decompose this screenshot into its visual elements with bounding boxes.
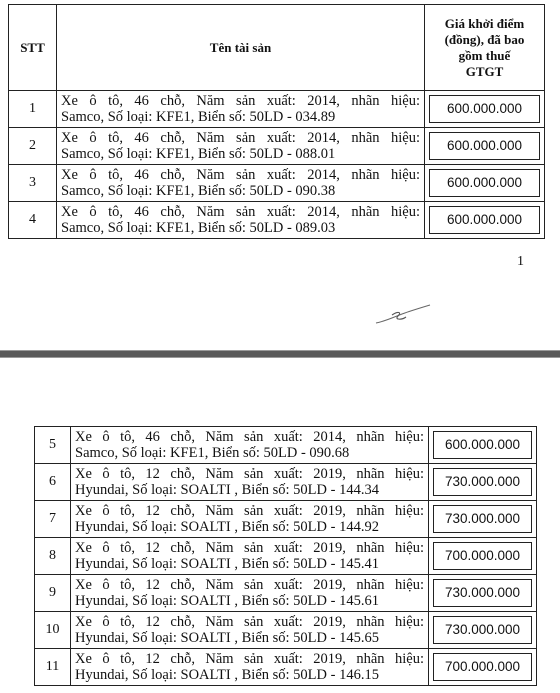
row-stt: 4: [9, 202, 57, 239]
header-starting-price: Giá khởi điểm (đồng), đã bao gồm thuế GTGT: [425, 5, 545, 91]
row-price-cell: [425, 202, 545, 239]
row-asset-name: Xe ô tô, 46 chỗ, Năm sản xuất: 2014, nhãn hiệu: Samco, Số loại: KFE1, Biển số: 50LD - 034.89: [57, 91, 425, 128]
row-asset-name: Xe ô tô, 46 chỗ, Năm sản xuất: 2014, nhãn hiệu: Samco, Số loại: KFE1, Biển số: 50LD - 090.68: [71, 427, 429, 464]
table-row: [35, 538, 537, 575]
row-stt: 3: [9, 165, 57, 202]
row-price: 600.000.000: [429, 95, 540, 123]
row-price: 700.000.000: [433, 542, 532, 570]
page-separator-edge-top: [0, 350, 560, 351]
row-price: 730.000.000: [433, 468, 532, 496]
row-price-cell: [425, 91, 545, 128]
row-price-cell: [429, 612, 537, 649]
row-asset-name: Xe ô tô, 46 chỗ, Năm sản xuất: 2014, nhãn hiệu: Samco, Số loại: KFE1, Biển số: 50LD - 090.38: [57, 165, 425, 202]
row-asset-name: Xe ô tô, 12 chỗ, Năm sản xuất: 2019, nhãn hiệu: Hyundai, Số loại: SOALTI , Biển số: 50LD - 145.41: [71, 538, 429, 575]
row-asset-name: Xe ô tô, 12 chỗ, Năm sản xuất: 2019, nhãn hiệu: Hyundai, Số loại: SOALTI , Biển số: 50LD - 146.15: [71, 649, 429, 686]
row-price: 730.000.000: [433, 579, 532, 607]
row-price: 600.000.000: [429, 206, 540, 234]
row-price-cell: [429, 575, 537, 612]
row-asset-name: Xe ô tô, 12 chỗ, Năm sản xuất: 2019, nhãn hiệu: Hyundai, Số loại: SOALTI , Biển số: 50LD - 144.92: [71, 501, 429, 538]
row-price-cell: [425, 128, 545, 165]
table-header-row: [9, 5, 545, 91]
row-price: 700.000.000: [433, 653, 532, 681]
page-separator: [0, 350, 560, 358]
row-stt: 11: [35, 649, 71, 686]
row-stt: 7: [35, 501, 71, 538]
row-asset-name: Xe ô tô, 46 chỗ, Năm sản xuất: 2014, nhãn hiệu: Samco, Số loại: KFE1, Biển số: 50LD - 088.01: [57, 128, 425, 165]
table-row: [35, 501, 537, 538]
row-asset-name: Xe ô tô, 12 chỗ, Năm sản xuất: 2019, nhãn hiệu: Hyundai, Số loại: SOALTI , Biển số: 50LD - 145.65: [71, 612, 429, 649]
row-price-cell: [429, 501, 537, 538]
table-row: [35, 464, 537, 501]
row-price: 730.000.000: [433, 505, 532, 533]
row-asset-name: Xe ô tô, 12 chỗ, Năm sản xuất: 2019, nhãn hiệu: Hyundai, Số loại: SOALTI , Biển số: 50LD - 145.61: [71, 575, 429, 612]
row-asset-name: Xe ô tô, 46 chỗ, Năm sản xuất: 2014, nhãn hiệu: Samco, Số loại: KFE1, Biển số: 50LD - 089.03: [57, 202, 425, 239]
row-price-cell: [429, 649, 537, 686]
table-row: [9, 202, 545, 239]
row-stt: 9: [35, 575, 71, 612]
table-row: [35, 575, 537, 612]
header-stt: STT: [9, 5, 57, 91]
row-stt: 5: [35, 427, 71, 464]
row-stt: 2: [9, 128, 57, 165]
header-asset-name: Tên tài sản: [57, 5, 425, 91]
row-asset-name: Xe ô tô, 12 chỗ, Năm sản xuất: 2019, nhãn hiệu: Hyundai, Số loại: SOALTI , Biển số: 50LD - 144.34: [71, 464, 429, 501]
row-price-cell: [429, 427, 537, 464]
document-page-2: [0, 358, 560, 693]
row-stt: 6: [35, 464, 71, 501]
row-price: 730.000.000: [433, 616, 532, 644]
row-price: 600.000.000: [429, 169, 540, 197]
row-price-cell: [429, 538, 537, 575]
row-price-cell: [429, 464, 537, 501]
asset-table-page-1: [8, 4, 545, 239]
asset-table-page-2: [34, 426, 537, 686]
row-stt: 1: [9, 91, 57, 128]
table-row: [9, 165, 545, 202]
page-number: 1: [517, 254, 524, 269]
row-stt: 10: [35, 612, 71, 649]
signature-mark-icon: [372, 303, 432, 329]
row-stt: 8: [35, 538, 71, 575]
row-price: 600.000.000: [433, 431, 532, 459]
table-row: [35, 427, 537, 464]
table-row: [35, 649, 537, 686]
table-row: [9, 128, 545, 165]
table-row: [9, 91, 545, 128]
table-row: [35, 612, 537, 649]
row-price-cell: [425, 165, 545, 202]
row-price: 600.000.000: [429, 132, 540, 160]
